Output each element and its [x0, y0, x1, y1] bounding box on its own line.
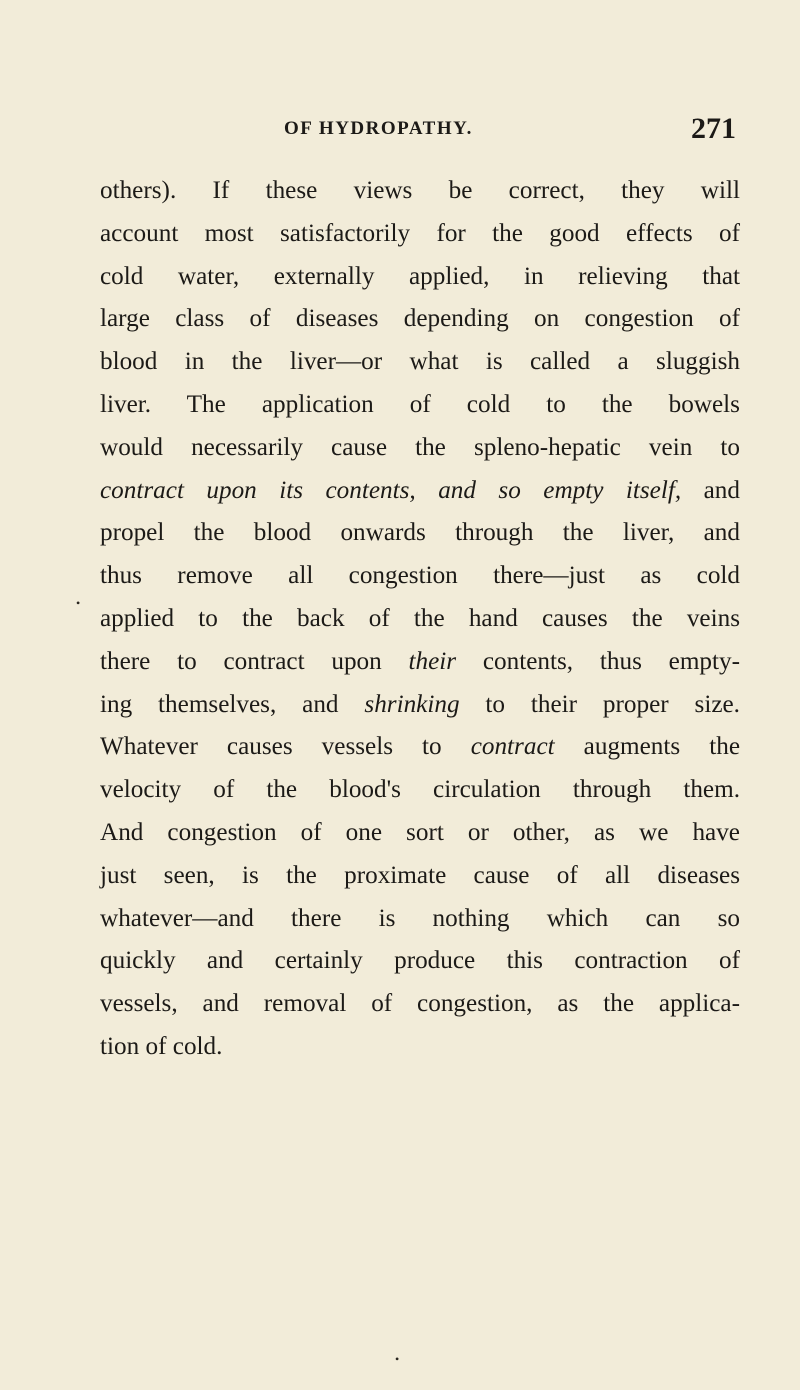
text-span: blood in the liver—or what is called a sluggish [100, 348, 740, 376]
text-line [100, 940, 740, 983]
text-line [100, 726, 740, 769]
italic-text: shrinking [364, 690, 460, 718]
text-line [100, 855, 740, 898]
italic-text: their [408, 647, 457, 675]
text-line [100, 341, 740, 384]
text-line [100, 470, 740, 513]
text-span: applied to the back of the hand causes the veins [100, 604, 740, 632]
text-line [100, 213, 740, 256]
text-line [100, 384, 740, 427]
text-line [100, 512, 740, 555]
text-span: contents, thus empty- [456, 647, 740, 675]
bottom-mark: • [395, 1352, 400, 1366]
text-line [100, 641, 740, 684]
text-span: thus remove all congestion there—just as cold [100, 562, 740, 590]
text-span: to their proper size. [459, 690, 740, 718]
running-head [100, 112, 740, 146]
italic-text: contract upon its contents, and so empty itself, [100, 476, 682, 504]
text-span: liver. The application of cold to the bowels [100, 390, 740, 418]
text-line [100, 1026, 740, 1069]
text-line [100, 298, 740, 341]
text-line [100, 769, 740, 812]
text-line [100, 812, 740, 855]
text-span: augments the [554, 733, 740, 761]
text-span: just seen, is the proximate cause of all diseases [100, 861, 740, 889]
text-span: whatever—and there is nothing which can so [100, 904, 740, 932]
text-span: quickly and certainly produce this contraction of [100, 947, 740, 975]
text-span: Whatever causes vessels to [100, 733, 471, 761]
text-span: propel the blood onwards through the liver, and [100, 519, 740, 547]
text-span: cold water, externally applied, in relieving that [100, 262, 740, 290]
text-line [100, 555, 740, 598]
text-span: tion of cold. [100, 1032, 223, 1060]
italic-text: contract [470, 733, 555, 761]
text-span: and [681, 476, 740, 504]
text-span: ing themselves, and [100, 690, 365, 718]
text-line [100, 898, 740, 941]
text-span: others). If these views be correct, they will [100, 177, 740, 204]
page-number: 271 [691, 112, 736, 145]
text-line [100, 598, 740, 641]
text-span: account most satisfactorily for the good effects of [100, 219, 740, 247]
running-title: OF HYDROPATHY. [284, 118, 473, 139]
margin-mark: • [76, 596, 81, 610]
text-span: would necessarily cause the spleno-hepatic vein to [100, 433, 740, 461]
body-text [100, 170, 740, 1069]
text-line [100, 983, 740, 1026]
text-line [100, 170, 740, 213]
text-span: vessels, and removal of congestion, as the applica- [100, 990, 740, 1018]
text-span: And congestion of one sort or other, as we have [100, 818, 740, 846]
text-line [100, 427, 740, 470]
text-span: large class of diseases depending on congestion of [100, 305, 740, 333]
text-line [100, 684, 740, 727]
text-line [100, 256, 740, 299]
text-span: there to contract upon [100, 647, 409, 675]
text-span: velocity of the blood's circulation through them. [100, 776, 740, 804]
